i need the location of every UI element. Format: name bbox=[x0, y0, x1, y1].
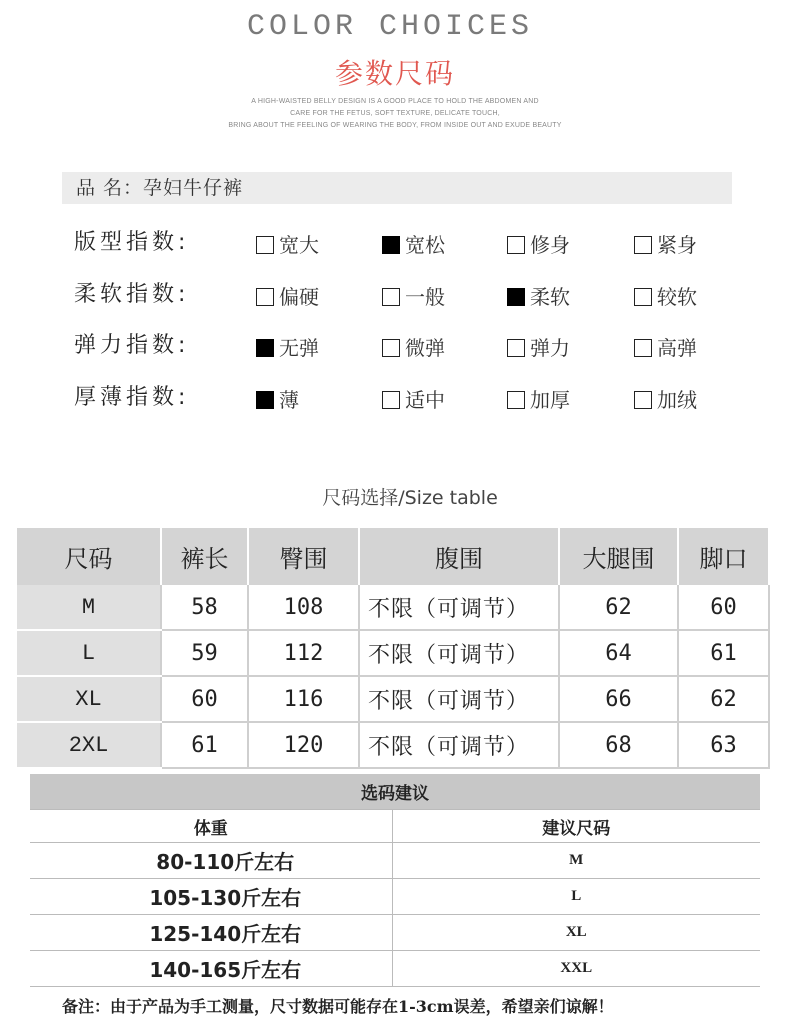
table-cell: 59 bbox=[161, 630, 248, 676]
tagline-line-2: CARE FOR THE FETUS, SOFT TEXTURE, DELICATE TOUCH, bbox=[290, 110, 500, 117]
table-cell: 116 bbox=[248, 676, 359, 722]
option-checkbox[interactable] bbox=[507, 281, 570, 310]
checkbox-icon bbox=[634, 288, 652, 306]
attribute-row-thickness bbox=[74, 380, 754, 412]
option-label: 加绒 bbox=[657, 388, 697, 412]
option-checkbox[interactable] bbox=[634, 332, 697, 361]
option-checkbox[interactable] bbox=[634, 384, 697, 413]
table-cell: 66 bbox=[559, 676, 678, 722]
attribute-label: 柔软指数: bbox=[74, 282, 190, 307]
table-cell: 63 bbox=[678, 722, 769, 768]
option-label: 薄 bbox=[279, 388, 299, 412]
checkbox-icon bbox=[256, 288, 274, 306]
option-checkbox[interactable] bbox=[382, 281, 445, 310]
option-label: 宽松 bbox=[405, 233, 445, 257]
option-checkbox[interactable] bbox=[382, 332, 445, 361]
checkbox-icon bbox=[382, 339, 400, 357]
suggested-size-cell: L bbox=[392, 879, 760, 915]
option-label: 无弹 bbox=[279, 336, 319, 360]
option-label: 偏硬 bbox=[279, 285, 319, 309]
table-row bbox=[30, 843, 760, 879]
checkbox-checked-icon bbox=[256, 391, 274, 409]
weight-cell: 125-140斤左右 bbox=[30, 915, 392, 951]
option-label: 柔软 bbox=[530, 285, 570, 309]
table-cell: 61 bbox=[678, 630, 769, 676]
column-header-hip: 臀围 bbox=[248, 528, 359, 585]
table-cell: 62 bbox=[559, 585, 678, 630]
suggested-size-cell: XXL bbox=[392, 951, 760, 987]
table-cell: 不限（可调节） bbox=[359, 585, 559, 630]
size-cell: L bbox=[17, 630, 161, 676]
option-checkbox[interactable] bbox=[507, 384, 570, 413]
table-row bbox=[30, 915, 760, 951]
suggested-size-cell: M bbox=[392, 843, 760, 879]
weight-cell: 140-165斤左右 bbox=[30, 951, 392, 987]
option-label: 微弹 bbox=[405, 336, 445, 360]
table-row bbox=[30, 951, 760, 987]
table-cell: 112 bbox=[248, 630, 359, 676]
checkbox-icon bbox=[507, 391, 525, 409]
option-checkbox[interactable] bbox=[507, 332, 570, 361]
table-row bbox=[17, 630, 769, 676]
option-checkbox[interactable] bbox=[256, 332, 319, 361]
recommendation-table bbox=[30, 774, 760, 987]
column-header-size: 尺码 bbox=[17, 528, 161, 585]
column-header-length: 裤长 bbox=[161, 528, 248, 585]
table-row bbox=[17, 722, 769, 768]
checkbox-icon bbox=[382, 391, 400, 409]
size-cell: 2XL bbox=[17, 722, 161, 768]
option-checkbox[interactable] bbox=[256, 281, 319, 310]
table-cell: 不限（可调节） bbox=[359, 630, 559, 676]
option-checkbox[interactable] bbox=[634, 281, 697, 310]
option-label: 加厚 bbox=[530, 388, 570, 412]
option-checkbox[interactable] bbox=[256, 229, 319, 258]
checkbox-icon bbox=[634, 391, 652, 409]
size-table-heading: 尺码选择/Size table bbox=[322, 487, 498, 509]
title-chinese: 参数尺码 bbox=[334, 57, 455, 90]
checkbox-icon bbox=[256, 236, 274, 254]
option-label: 适中 bbox=[405, 388, 445, 412]
table-cell: 108 bbox=[248, 585, 359, 630]
option-label: 弹力 bbox=[530, 336, 570, 360]
product-name-bar: 品 名：孕妇牛仔裤 bbox=[62, 172, 732, 204]
attribute-label: 弹力指数: bbox=[74, 333, 190, 358]
table-cell: 60 bbox=[678, 585, 769, 630]
checkbox-icon bbox=[382, 288, 400, 306]
table-cell: 不限（可调节） bbox=[359, 676, 559, 722]
table-cell: 68 bbox=[559, 722, 678, 768]
recommendation-header-row bbox=[30, 810, 760, 843]
option-label: 高弹 bbox=[657, 336, 697, 360]
table-cell: 61 bbox=[161, 722, 248, 768]
weight-cell: 80-110斤左右 bbox=[30, 843, 392, 879]
table-cell: 不限（可调节） bbox=[359, 722, 559, 768]
table-row bbox=[17, 676, 769, 722]
attribute-row-fit bbox=[74, 225, 754, 257]
checkbox-icon bbox=[634, 236, 652, 254]
column-header-hem: 脚口 bbox=[678, 528, 769, 585]
checkbox-icon bbox=[507, 339, 525, 357]
option-checkbox[interactable] bbox=[382, 229, 445, 258]
option-checkbox[interactable] bbox=[507, 229, 570, 258]
recommendation-title-row bbox=[30, 774, 760, 810]
option-label: 一般 bbox=[405, 285, 445, 309]
size-table bbox=[17, 528, 770, 769]
attribute-row-softness bbox=[74, 277, 754, 309]
checkbox-icon bbox=[634, 339, 652, 357]
size-table-header-row bbox=[17, 528, 769, 585]
tagline-line-3: BRING ABOUT THE FEELING OF WEARING THE BODY, FROM INSIDE OUT AND EXUDE BEAUTY bbox=[228, 122, 562, 129]
checkbox-icon bbox=[507, 236, 525, 254]
column-header-suggested-size: 建议尺码 bbox=[392, 810, 760, 843]
option-label: 修身 bbox=[530, 233, 570, 257]
size-cell: XL bbox=[17, 676, 161, 722]
weight-cell: 105-130斤左右 bbox=[30, 879, 392, 915]
table-cell: 62 bbox=[678, 676, 769, 722]
table-cell: 120 bbox=[248, 722, 359, 768]
option-checkbox[interactable] bbox=[256, 384, 299, 413]
column-header-weight: 体重 bbox=[30, 810, 392, 843]
attribute-label: 版型指数: bbox=[74, 230, 190, 255]
option-checkbox[interactable] bbox=[382, 384, 445, 413]
table-cell: 60 bbox=[161, 676, 248, 722]
attribute-row-elasticity bbox=[74, 328, 754, 360]
option-checkbox[interactable] bbox=[634, 229, 697, 258]
option-label: 较软 bbox=[657, 285, 697, 309]
attribute-label: 厚薄指数: bbox=[74, 385, 190, 410]
column-header-thigh: 大腿围 bbox=[559, 528, 678, 585]
checkbox-checked-icon bbox=[382, 236, 400, 254]
table-cell: 64 bbox=[559, 630, 678, 676]
table-cell: 58 bbox=[161, 585, 248, 630]
recommendation-title: 选码建议 bbox=[30, 774, 760, 810]
table-row bbox=[17, 585, 769, 630]
option-label: 宽大 bbox=[279, 233, 319, 257]
checkbox-checked-icon bbox=[507, 288, 525, 306]
column-header-waist: 腹围 bbox=[359, 528, 559, 585]
suggested-size-cell: XL bbox=[392, 915, 760, 951]
table-row bbox=[30, 879, 760, 915]
size-cell: M bbox=[17, 585, 161, 630]
footnote: 备注：由于产品为手工测量，尺寸数据可能存在1-3cm误差，希望亲们谅解！ bbox=[62, 997, 614, 1016]
tagline-line-1: A HIGH-WAISTED BELLY DESIGN IS A GOOD PLACE TO HOLD THE ABDOMEN AND bbox=[251, 98, 539, 105]
title-english: COLOR CHOICES bbox=[246, 10, 534, 44]
checkbox-checked-icon bbox=[256, 339, 274, 357]
option-label: 紧身 bbox=[657, 233, 697, 257]
